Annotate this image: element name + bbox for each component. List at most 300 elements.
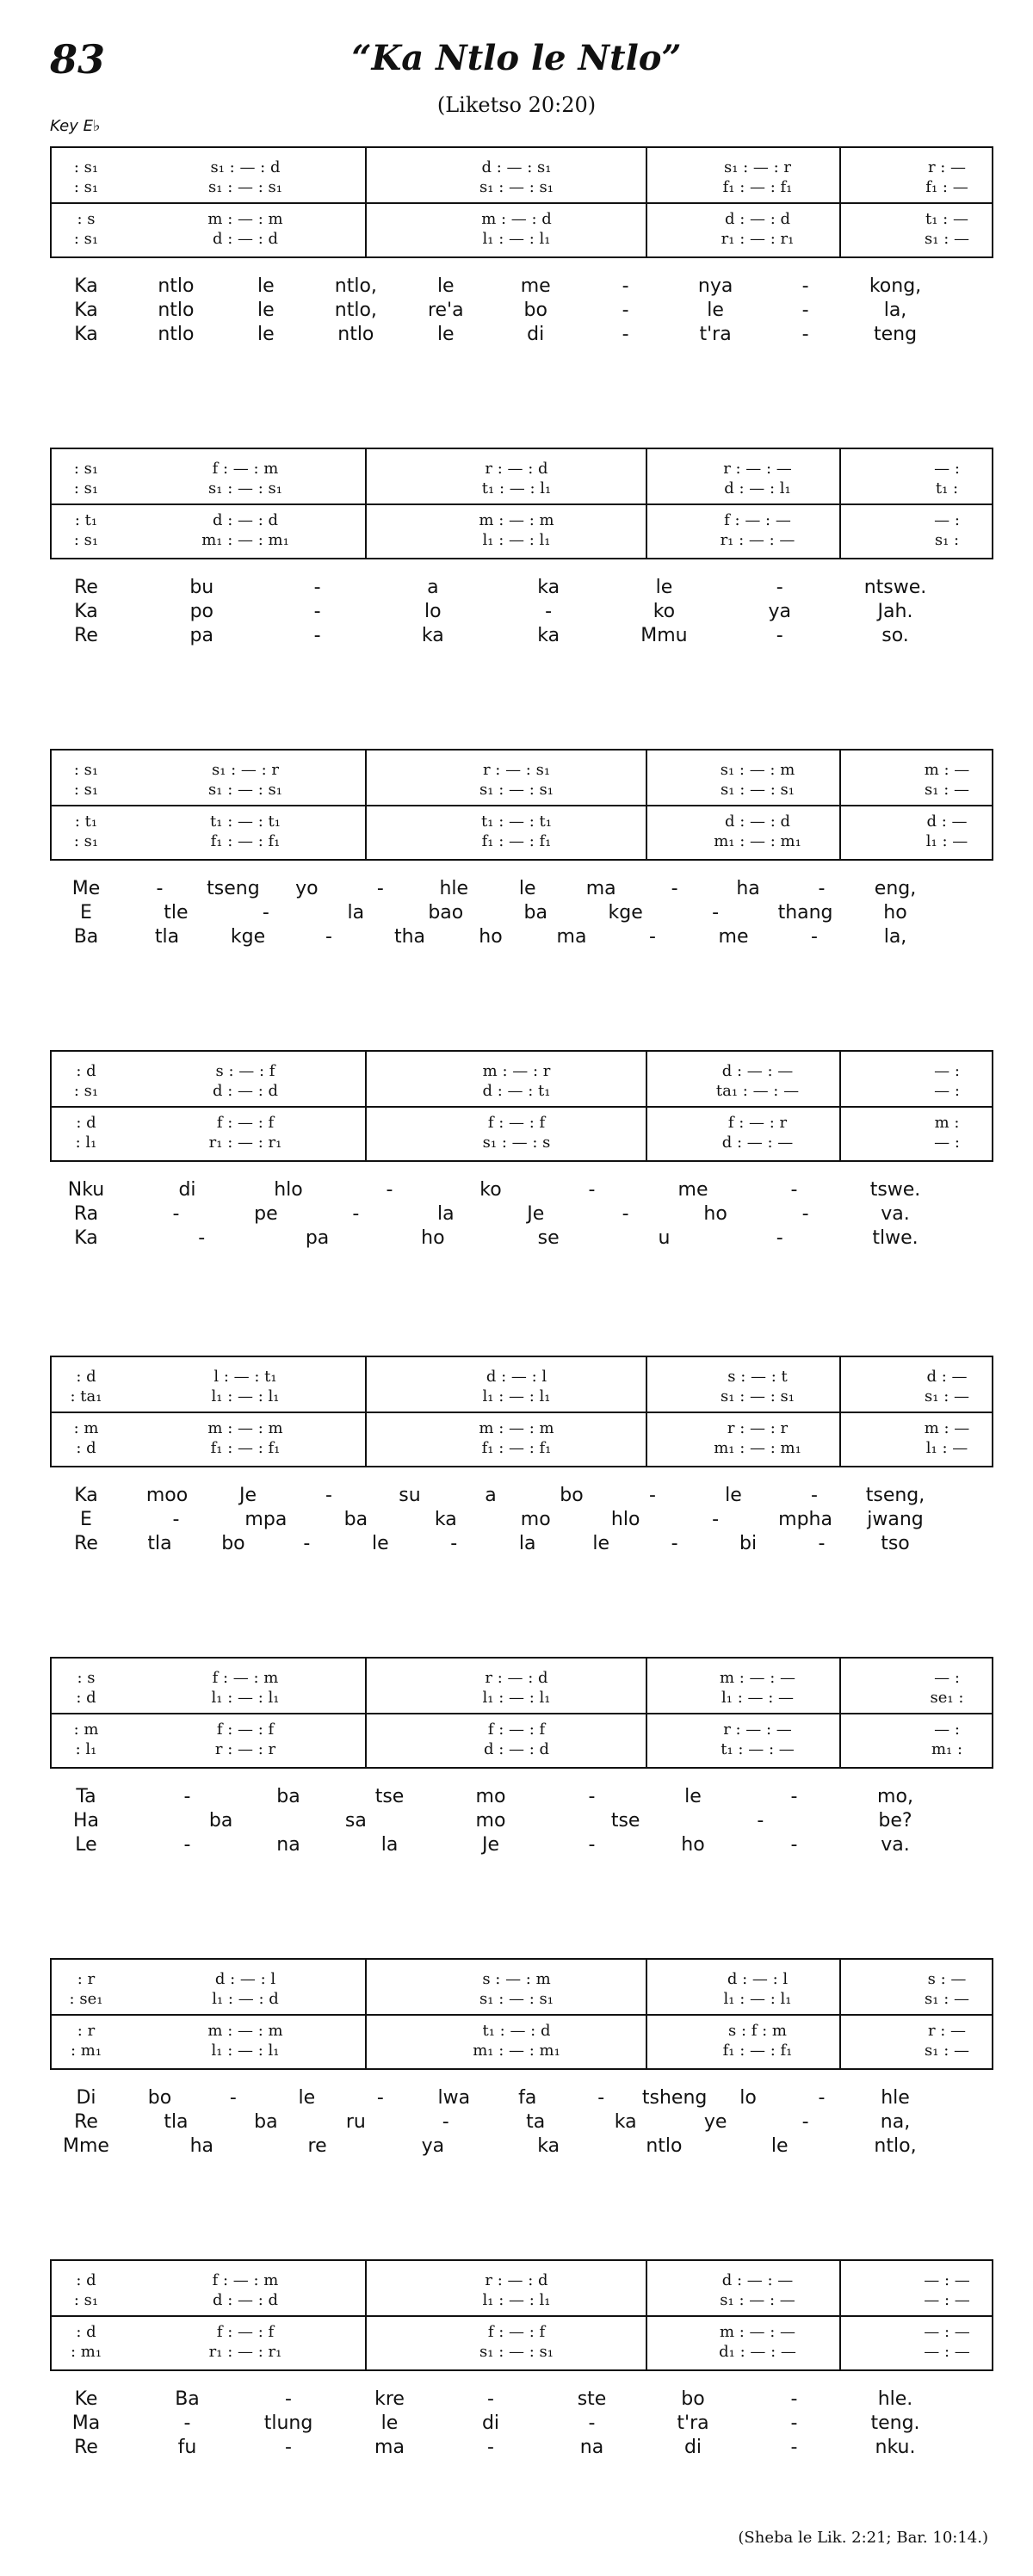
song-number: 83 — [50, 36, 106, 83]
lyric-syllable: - — [285, 2388, 292, 2410]
lyric-syllable: tseng — [207, 878, 260, 899]
lyric-syllable: pa — [305, 1227, 330, 1249]
lyric-syllable: re — [307, 2135, 327, 2157]
note-group: : s₁ — [73, 761, 99, 779]
note-group: d : — — [926, 1368, 968, 1386]
note-group: s : — : m — [482, 1970, 551, 1988]
lyric-syllable: - — [776, 625, 783, 646]
lyric-syllable: - — [183, 1834, 191, 1856]
note-group: s₁ : — : r — [211, 761, 280, 779]
lyric-syllable: ko — [653, 601, 676, 622]
note-group: r : — : d — [485, 460, 548, 478]
staff-system — [50, 448, 993, 559]
lyric-syllable: - — [442, 2111, 449, 2133]
lyric-syllable: ka — [434, 1509, 457, 1530]
lyric-syllable: tlwe. — [872, 1227, 919, 1249]
note-group: r₁ : — : r₁ — [208, 1134, 282, 1152]
note-group: s₁ : — : s₁ — [479, 2343, 554, 2361]
lyric-syllable: di — [527, 324, 545, 345]
note-group: r₁ : — : r₁ — [721, 230, 795, 248]
lyric-syllable: ba — [523, 902, 547, 924]
lyric-syllable: Je — [527, 1203, 545, 1225]
bar-line — [646, 1357, 647, 1466]
lyric-syllable: ma — [374, 2437, 405, 2458]
note-group: s₁ : — : m — [720, 761, 795, 779]
lyric-syllable: a — [427, 577, 439, 598]
lyric-syllable: - — [712, 1509, 720, 1530]
lyric-syllable: mpha — [778, 1509, 832, 1530]
staff-system — [50, 1958, 993, 2070]
lyric-syllable: ye — [703, 2111, 727, 2133]
lyric-syllable: le — [436, 275, 455, 297]
note-group: : r — [77, 2022, 96, 2040]
lyric-syllable: - — [313, 577, 321, 598]
note-group: f : — : m — [212, 2271, 279, 2289]
staff-divider — [52, 1412, 992, 1413]
lyric-syllable: na — [276, 1834, 300, 1856]
lyric-syllable: Ka — [74, 300, 98, 321]
lyric-syllable: - — [198, 1227, 206, 1249]
bar-line — [839, 1960, 841, 2068]
note-group: m : — [934, 1114, 960, 1132]
staff-system — [50, 749, 993, 861]
lyric-syllable: ta — [526, 2111, 546, 2133]
note-group: r₁ : — : r₁ — [208, 2343, 282, 2361]
note-group: r₁ : — : — — [720, 531, 795, 549]
note-group: s₁ : — — [925, 781, 969, 799]
lyric-syllable: va. — [881, 1203, 910, 1225]
lyric-syllable: - — [545, 601, 553, 622]
lyric-syllable: le — [257, 300, 275, 321]
note-group: t₁ : — : t₁ — [481, 812, 552, 831]
lyric-syllable: - — [597, 2087, 605, 2109]
lyric-syllable: pe — [254, 1203, 278, 1225]
lyric-syllable: Mme — [63, 2135, 109, 2157]
lyric-syllable: - — [588, 2412, 596, 2434]
note-group: f : — : f — [216, 1720, 275, 1739]
lyric-syllable: - — [588, 1786, 596, 1807]
note-group: f₁ : — : f₁ — [210, 1439, 281, 1457]
lyric-syllable: - — [588, 1834, 596, 1856]
lyric-syllable: E — [80, 902, 92, 924]
lyric-syllable: ba — [208, 1810, 233, 1832]
lyric-syllable: mo — [475, 1786, 506, 1807]
note-group: l₁ : — : d — [212, 1990, 279, 2008]
lyric-syllable: t'ra — [677, 2412, 709, 2434]
note-group: : d — [76, 1439, 96, 1457]
lyric-syllable: le — [257, 275, 275, 297]
lyric-syllable: - — [172, 1509, 180, 1530]
note-group: m : — — [924, 1419, 970, 1437]
lyric-syllable: tla — [164, 2111, 189, 2133]
lyric-syllable: ka — [537, 2135, 560, 2157]
note-group: s₁ : — : s₁ — [208, 178, 282, 196]
lyric-syllable: - — [588, 1179, 596, 1201]
lyric-syllable: la — [436, 1203, 455, 1225]
lyric-syllable: tso — [881, 1533, 910, 1554]
lyric-syllable: - — [811, 1485, 818, 1506]
note-group: : r — [77, 1970, 96, 1988]
bar-line — [646, 2261, 647, 2369]
lyric-syllable: - — [712, 902, 720, 924]
note-group: f : — : f — [487, 1114, 546, 1132]
note-group: : s₁ — [73, 531, 99, 549]
lyric-syllable: me — [677, 1179, 708, 1201]
lyric-syllable: lwa — [437, 2087, 471, 2109]
staff-system — [50, 146, 993, 258]
lyric-syllable: ba — [343, 1509, 368, 1530]
note-group: d : — : d — [724, 210, 791, 228]
note-group: : s₁ — [73, 158, 99, 176]
lyric-syllable: na — [579, 2437, 604, 2458]
lyric-syllable: le — [707, 300, 724, 321]
bar-line — [365, 449, 367, 558]
bar-line — [365, 751, 367, 859]
bar-line — [646, 1052, 647, 1160]
bar-line — [839, 148, 841, 256]
note-group: d : — : d — [212, 511, 279, 529]
note-group: t₁ : — : — — [721, 1740, 795, 1758]
note-group: — : — [934, 1720, 960, 1739]
lyric-syllable: pa — [189, 625, 214, 646]
note-group: — : — [934, 1062, 960, 1080]
lyric-syllable: - — [303, 1533, 311, 1554]
bar-line — [839, 751, 841, 859]
note-group: — : — [934, 1082, 960, 1100]
lyric-syllable: be? — [878, 1810, 912, 1832]
lyric-syllable: ntlo — [158, 300, 195, 321]
lyric-syllable: - — [622, 1203, 629, 1225]
note-group: l₁ : — : l₁ — [482, 230, 551, 248]
lyric-syllable: - — [622, 324, 629, 345]
staff-system — [50, 1356, 993, 1467]
lyric-syllable: tse — [374, 1786, 405, 1807]
lyric-syllable: teng. — [870, 2412, 920, 2434]
lyric-syllable: - — [801, 1203, 809, 1225]
lyric-syllable: me — [718, 926, 749, 948]
note-group: s : f : m — [728, 2022, 787, 2040]
note-group: : d — [76, 1689, 96, 1707]
note-group: m₁ : — : m₁ — [714, 1439, 801, 1457]
lyric-syllable: fu — [177, 2437, 197, 2458]
note-group: : s₁ — [73, 230, 99, 248]
note-group: l₁ : — : — — [721, 1689, 794, 1707]
note-group: s₁ : — : s₁ — [721, 781, 795, 799]
note-group: : s₁ — [73, 781, 99, 799]
lyric-syllable: Ka — [74, 601, 98, 622]
song-title: “Ka Ntlo le Ntlo” — [351, 38, 682, 78]
lyric-syllable: Le — [75, 1834, 97, 1856]
lyric-syllable: Nku — [67, 1179, 105, 1201]
lyric-syllable: mo, — [877, 1786, 913, 1807]
lyric-syllable: me — [520, 275, 551, 297]
note-group: f₁ : — : f₁ — [722, 2042, 793, 2060]
note-group: s₁ : — : s₁ — [208, 479, 282, 497]
note-group: d : — : d — [483, 1740, 550, 1758]
bar-line — [839, 449, 841, 558]
lyric-syllable: bo — [523, 300, 547, 321]
lyric-syllable: - — [818, 1533, 826, 1554]
lyric-syllable: mpa — [244, 1509, 288, 1530]
lyric-syllable: eng, — [874, 878, 917, 899]
bar-line — [839, 1052, 841, 1160]
lyric-syllable: hle — [881, 2087, 910, 2109]
bar-line — [646, 1659, 647, 1767]
lyric-syllable: - — [325, 1485, 332, 1506]
lyric-syllable: Re — [74, 577, 98, 598]
note-group: t₁ : — [935, 479, 959, 497]
lyric-syllable: ntlo, — [334, 300, 377, 321]
lyric-syllable: - — [376, 878, 384, 899]
note-group: : d — [76, 2271, 96, 2289]
note-group: m : — : r — [482, 1062, 551, 1080]
lyric-syllable: Je — [238, 1485, 257, 1506]
lyric-syllable: ka — [537, 577, 560, 598]
lyric-syllable: - — [790, 1834, 798, 1856]
note-group: r : — : — — [723, 1720, 792, 1739]
note-group: m₁ : — : m₁ — [473, 2042, 560, 2060]
note-group: l₁ : — : l₁ — [211, 1387, 280, 1405]
lyric-syllable: - — [325, 926, 332, 948]
note-group: — : — — [924, 2271, 970, 2289]
note-group: f₁ : — : f₁ — [210, 832, 281, 850]
lyric-syllable: la — [380, 1834, 399, 1856]
bar-line — [365, 148, 367, 256]
note-group: f : — : f — [487, 1720, 546, 1739]
lyric-syllable: - — [776, 1227, 783, 1249]
lyric-syllable: - — [183, 1786, 191, 1807]
lyric-syllable: kre — [374, 2388, 405, 2410]
note-group: d : — : s₁ — [481, 158, 552, 176]
lyric-syllable: Re — [74, 2111, 98, 2133]
bar-line — [646, 449, 647, 558]
lyric-syllable: ka — [537, 625, 560, 646]
lyric-syllable: ho — [703, 1203, 727, 1225]
lyric-syllable: lo — [424, 601, 442, 622]
note-group: m : — : m — [207, 2022, 283, 2040]
note-group: s₁ : — : d — [210, 158, 281, 176]
note-group: s₁ : — : — — [720, 2291, 795, 2309]
bar-line — [365, 1659, 367, 1767]
lyric-syllable: - — [622, 300, 629, 321]
lyric-syllable: bo — [147, 2087, 172, 2109]
lyric-syllable: Ma — [71, 2412, 101, 2434]
note-group: m : — : m — [479, 511, 554, 529]
note-group: m₁ : — : m₁ — [714, 832, 801, 850]
lyric-syllable: - — [790, 2388, 798, 2410]
bar-line — [646, 751, 647, 859]
note-group: : s — [77, 1669, 96, 1687]
note-group: s₁ : — [934, 531, 960, 549]
lyric-syllable: - — [801, 275, 809, 297]
note-group: : m₁ — [70, 2343, 102, 2361]
lyric-syllable: na, — [880, 2111, 911, 2133]
lyric-syllable: Ba — [73, 926, 99, 948]
staff-system — [50, 1657, 993, 1769]
lyric-syllable: Ka — [74, 324, 98, 345]
note-group: — : — [934, 460, 960, 478]
lyric-syllable: kge — [230, 926, 266, 948]
note-group: m : — : — — [719, 2323, 796, 2341]
bar-line — [646, 1960, 647, 2068]
lyric-syllable: le — [725, 1485, 742, 1506]
lyric-syllable: sa — [344, 1810, 367, 1832]
lyric-syllable: ho — [479, 926, 503, 948]
lyric-syllable: - — [450, 1533, 458, 1554]
note-group: m : — : m — [207, 1419, 283, 1437]
note-group: s : — — [927, 1970, 967, 1988]
bar-line — [839, 2261, 841, 2369]
lyric-syllable: hlo — [274, 1179, 303, 1201]
note-group: f : — : m — [212, 460, 279, 478]
note-group: : se₁ — [69, 1990, 103, 2008]
lyric-syllable: - — [313, 601, 321, 622]
lyric-syllable: - — [671, 878, 678, 899]
lyric-syllable: - — [262, 902, 269, 924]
lyric-syllable: Re — [74, 1533, 98, 1554]
note-group: : d — [76, 1114, 96, 1132]
lyric-syllable: kong, — [869, 275, 922, 297]
lyric-syllable: tla — [154, 926, 180, 948]
note-group: s₁ : — — [925, 1990, 969, 2008]
lyric-syllable: tle — [164, 902, 189, 924]
note-group: ta₁ : — : — — [715, 1082, 800, 1100]
lyric-syllable: di — [481, 2412, 500, 2434]
note-group: — : — [934, 1134, 960, 1152]
note-group: f : — : r — [727, 1114, 788, 1132]
lyric-syllable: bo — [221, 1533, 245, 1554]
note-group: d : — : d — [212, 230, 279, 248]
lyric-syllable: mo — [475, 1810, 506, 1832]
note-group: d : — : t₁ — [482, 1082, 551, 1100]
lyric-syllable: - — [386, 1179, 393, 1201]
lyric-syllable: lo — [739, 2087, 757, 2109]
note-group: t₁ : — : l₁ — [481, 479, 552, 497]
bar-line — [365, 1052, 367, 1160]
staff-divider — [52, 202, 992, 204]
note-group: : d — [76, 2323, 96, 2341]
note-group: d₁ : — : — — [719, 2343, 796, 2361]
lyric-syllable: - — [818, 878, 826, 899]
note-group: l₁ : — : l₁ — [211, 2042, 280, 2060]
note-group: s : — : t — [727, 1368, 788, 1386]
note-group: : s₁ — [73, 479, 99, 497]
lyric-syllable: Ra — [73, 1203, 99, 1225]
lyric-syllable: - — [801, 324, 809, 345]
note-group: s₁ : — : s₁ — [479, 1990, 554, 2008]
lyric-syllable: le — [592, 1533, 609, 1554]
lyric-syllable: - — [313, 625, 321, 646]
note-group: : m — [73, 1720, 99, 1739]
lyric-syllable: Re — [74, 625, 98, 646]
staff-system — [50, 2259, 993, 2371]
lyric-syllable: ya — [768, 601, 791, 622]
lyric-syllable: ma — [585, 878, 616, 899]
note-group: s₁ : — — [925, 2042, 969, 2060]
lyric-syllable: le — [518, 878, 536, 899]
note-group: : l₁ — [75, 1134, 97, 1152]
lyric-syllable: di — [684, 2437, 702, 2458]
lyric-syllable: Ke — [74, 2388, 98, 2410]
note-group: s₁ : — : s₁ — [479, 781, 554, 799]
note-group: t₁ : — : t₁ — [210, 812, 281, 831]
lyric-syllable: a — [485, 1485, 497, 1506]
note-group: d : — : d — [212, 1082, 279, 1100]
lyric-syllable: Ha — [72, 1810, 100, 1832]
lyric-syllable: va. — [881, 1834, 910, 1856]
lyric-syllable: - — [649, 1485, 656, 1506]
lyric-syllable: ho — [681, 1834, 705, 1856]
lyric-syllable: u — [658, 1227, 671, 1249]
lyric-syllable: Ka — [74, 1227, 98, 1249]
lyric-syllable: tsheng — [641, 2087, 708, 2109]
lyric-syllable: bao — [428, 902, 464, 924]
note-group: : s — [77, 210, 96, 228]
lyric-syllable: t'ra — [699, 324, 732, 345]
note-group: d : — : d — [212, 2291, 279, 2309]
lyric-syllable: ntlo — [646, 2135, 683, 2157]
lyric-syllable: la — [518, 1533, 536, 1554]
lyric-syllable: tla — [147, 1533, 172, 1554]
staff-divider — [52, 2315, 992, 2317]
note-group: : ta₁ — [70, 1387, 102, 1405]
lyric-syllable: Ba — [175, 2388, 200, 2410]
note-group: t₁ : — : d — [482, 2022, 551, 2040]
lyric-syllable: se — [537, 1227, 560, 1249]
note-group: d : — : l — [486, 1368, 547, 1386]
lyric-syllable: tha — [393, 926, 426, 948]
note-group: l₁ : — : l₁ — [482, 531, 551, 549]
lyric-syllable: nya — [697, 275, 733, 297]
lyric-syllable: ba — [276, 1786, 300, 1807]
lyric-syllable: nku. — [875, 2437, 916, 2458]
lyric-syllable: Mmu — [640, 625, 688, 646]
lyric-syllable: - — [790, 1179, 798, 1201]
lyric-syllable: ya — [421, 2135, 445, 2157]
note-group: f : — : — — [724, 511, 791, 529]
note-group: r : — — [927, 2022, 967, 2040]
lyric-syllable: ho — [883, 902, 907, 924]
lyric-syllable: - — [801, 2111, 809, 2133]
note-group: : s₁ — [73, 832, 99, 850]
lyric-syllable: le — [298, 2087, 316, 2109]
lyric-syllable: - — [801, 300, 809, 321]
note-group: m : — : m — [207, 210, 283, 228]
note-group: : m₁ — [70, 2042, 102, 2060]
note-group: s₁ : — — [925, 1387, 969, 1405]
lyric-syllable: - — [790, 1786, 798, 1807]
note-group: l₁ : — : l₁ — [723, 1990, 792, 2008]
note-group: m : — : m — [479, 1419, 554, 1437]
lyric-syllable: - — [352, 1203, 360, 1225]
note-group: r : — : r — [214, 1740, 276, 1758]
note-group: l₁ : — : l₁ — [482, 1689, 551, 1707]
note-group: d : — : l — [214, 1970, 276, 1988]
note-group: d : — : — — [721, 2271, 794, 2289]
lyric-syllable: re'a — [427, 300, 464, 321]
note-group: s₁ : — — [925, 230, 969, 248]
note-group: r : — : d — [485, 1669, 548, 1687]
note-group: : t₁ — [74, 812, 98, 831]
lyric-syllable: le — [655, 577, 673, 598]
bar-line — [646, 148, 647, 256]
note-group: — : — — [924, 2323, 970, 2341]
lyric-syllable: - — [156, 878, 164, 899]
note-group: r : — : s₁ — [482, 761, 551, 779]
lyric-syllable: jwang — [867, 1509, 924, 1530]
lyric-syllable: tseng, — [865, 1485, 925, 1506]
note-group: s₁ : — : s₁ — [208, 781, 282, 799]
